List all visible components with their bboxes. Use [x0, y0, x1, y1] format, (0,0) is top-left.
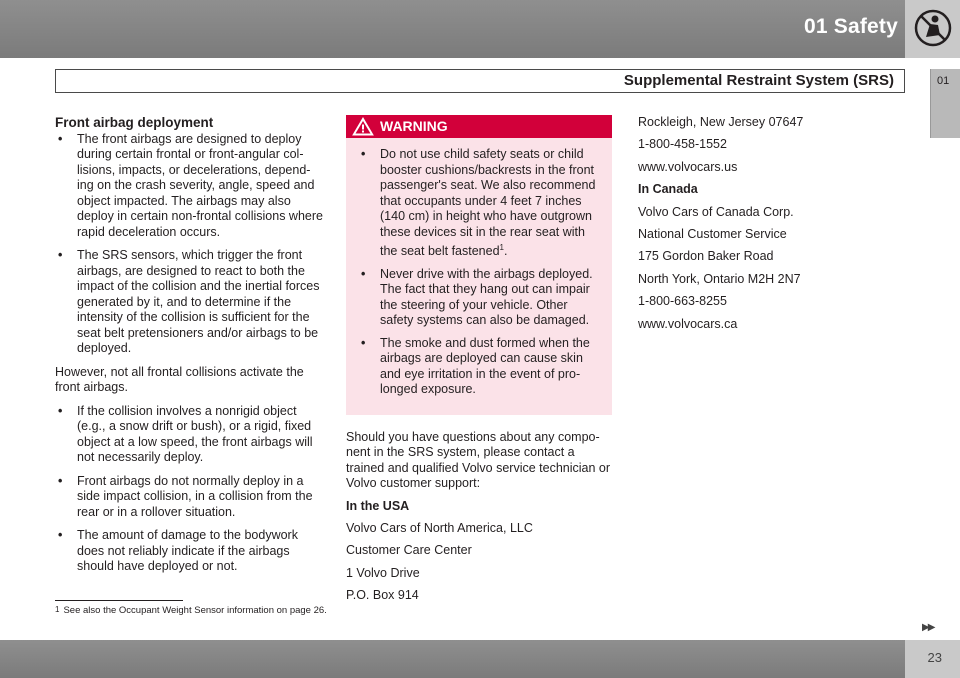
- usa-heading: In the USA: [346, 498, 410, 513]
- warning-triangle-icon: [352, 117, 374, 136]
- footnote-divider: [55, 600, 183, 601]
- warning-list: [346, 138, 612, 398]
- warning-text: Do not use child safety seats or child booster cushions/backrests in the front passenger's seat. We also recommend that occupants under 4 feet 7 inches (140 cm) in height who have outgrown these devices sit in the rear seat with the seat belt fastened: [380, 147, 596, 259]
- contact-section-usa: [346, 430, 612, 604]
- list-item: • The smoke and dust formed when the airbags are deployed can cause skin and eye irritation in the event of pro-longed exposure.: [361, 335, 590, 397]
- page-number: 23: [927, 650, 942, 665]
- phone-number: 1-800-663-8255: [638, 294, 727, 309]
- bullet-text: The amount of damage to the bodywork does not reliably indicate if the airbags should have deployed or not.: [77, 528, 298, 573]
- bullet-list-b: [55, 404, 325, 575]
- bullet-text: The front airbags are designed to deploy during certain frontal or front-angular col-lisions, impacts, or decelerations, depend-ing on the crash severity, angle, speed and object impacted. The airbags may also deploy in certain non-frontal collisions where rapid deceleration occurs.: [77, 131, 323, 239]
- website-link[interactable]: www.volvocars.us: [638, 159, 738, 174]
- warning-header: [346, 115, 612, 138]
- column-2: [346, 115, 612, 611]
- side-tab-label: 01: [937, 75, 950, 87]
- canada-heading: In Canada: [638, 182, 698, 197]
- header-band: [0, 0, 960, 58]
- address-line: 1 Volvo Drive: [346, 565, 420, 580]
- chapter-side-tab[interactable]: [930, 69, 960, 138]
- warning-text: Never drive with the airbags deployed. The fact that they hang out can impair the steering of your vehicle. Other safety systems can also be damaged.: [380, 266, 593, 328]
- warning-box: [346, 115, 612, 415]
- address-line: 175 Gordon Baker Road: [638, 249, 774, 264]
- footer-band: [0, 640, 905, 678]
- bullet-text: The SRS sensors, which trigger the front airbags, are designed to react to both the impact of the collision and the inertial forces generated by it, and to determine if the intensity of the collision is sufficient for the seat belt pretensioners and/or airbags to be deployed.: [77, 248, 320, 355]
- chapter-icon-box: [905, 0, 960, 58]
- address-line: P.O. Box 914: [346, 588, 419, 603]
- address-line: National Customer Service: [638, 226, 787, 241]
- front-airbag-heading: Front airbag deployment: [55, 115, 214, 130]
- list-item: • Never drive with the airbags deployed. The fact that they hang out can impair the steering of your vehicle. Other safety systems can also be damaged.: [361, 266, 593, 328]
- address-line: Rockleigh, New Jersey 07647: [638, 115, 804, 129]
- list-item: • The SRS sensors, which trigger the front airbags, are designed to react to both the impact of the collision and the inertial forces generated by it, and to determine if the intensity of the collision is sufficient for the seat belt pretensioners and/or airbags to be deployed.: [58, 248, 320, 355]
- address-line: North York, Ontario M2H 2N7: [638, 271, 801, 286]
- list-item: • The front airbags are designed to deploy during certain frontal or front-angular col-lisions, impacts, or decelerations, depend-ing on the crash severity, angle, speed and object impacted. The airbags may also deploy in certain non-frontal collisions where rapid deceleration occurs.: [58, 131, 323, 239]
- footnote-number: 1: [55, 605, 60, 614]
- paragraph: However, not all frontal collisions activate the front airbags.: [55, 364, 304, 394]
- section-title: Supplemental Restraint System (SRS): [623, 72, 894, 89]
- bullet-text: If the collision involves a nonrigid object (e.g., a snow drift or bush), or a rigid, fixed object at a low speed, the front airbags will not necessarily deploy.: [77, 403, 313, 464]
- list-item: • If the collision involves a nonrigid object (e.g., a snow drift or bush), or a rigid, fixed object at a low speed, the front airbags will not necessarily deploy.: [58, 403, 313, 464]
- next-page-arrows-icon[interactable]: ▶▶: [922, 622, 934, 633]
- column-1: [55, 115, 325, 583]
- list-item: • The amount of damage to the bodywork does not reliably indicate if the airbags should have deployed or not.: [58, 528, 298, 573]
- footnote: [55, 605, 327, 616]
- page-number-box: [905, 640, 960, 678]
- warning-title: WARNING: [380, 118, 448, 134]
- bullet-text: Front airbags do not normally deploy in a side impact collision, in a collision from the rear or in a rollover situation.: [77, 473, 313, 519]
- column-3: [638, 115, 908, 339]
- warning-text: The smoke and dust formed when the airbags are deployed can cause skin and eye irritation in the event of pro-longed exposure.: [380, 335, 590, 397]
- section-title-bar: [55, 69, 905, 93]
- bullet-list-a: [55, 132, 325, 357]
- seatbelt-person-icon: [913, 8, 953, 48]
- footnote-ref[interactable]: 1: [499, 243, 504, 252]
- list-item: • Front airbags do not normally deploy in a side impact collision, in a collision from the rear or in a rollover situation.: [58, 473, 313, 519]
- address-line: Volvo Cars of North America, LLC: [346, 520, 533, 535]
- footnote-text: See also the Occupant Weight Sensor information on page 26.: [63, 605, 327, 616]
- chapter-title: 01 Safety: [803, 15, 898, 38]
- website-link[interactable]: www.volvocars.ca: [638, 316, 738, 331]
- address-line: Volvo Cars of Canada Corp.: [638, 204, 794, 219]
- address-line: Customer Care Center: [346, 543, 472, 558]
- list-item: • Do not use child safety seats or child booster cushions/backrests in the front passenger's seat. We also recommend that occupants under 4 feet 7 inches (140 cm) in height who have outgrown these devices sit in the rear seat with the seat belt fastened$^1$.: [361, 147, 596, 259]
- phone-number: 1-800-458-1552: [638, 137, 727, 152]
- contact-intro: Should you have questions about any compo-nent in the SRS system, please contact a trained and qualified Volvo service technician or Volvo customer support:: [346, 429, 611, 491]
